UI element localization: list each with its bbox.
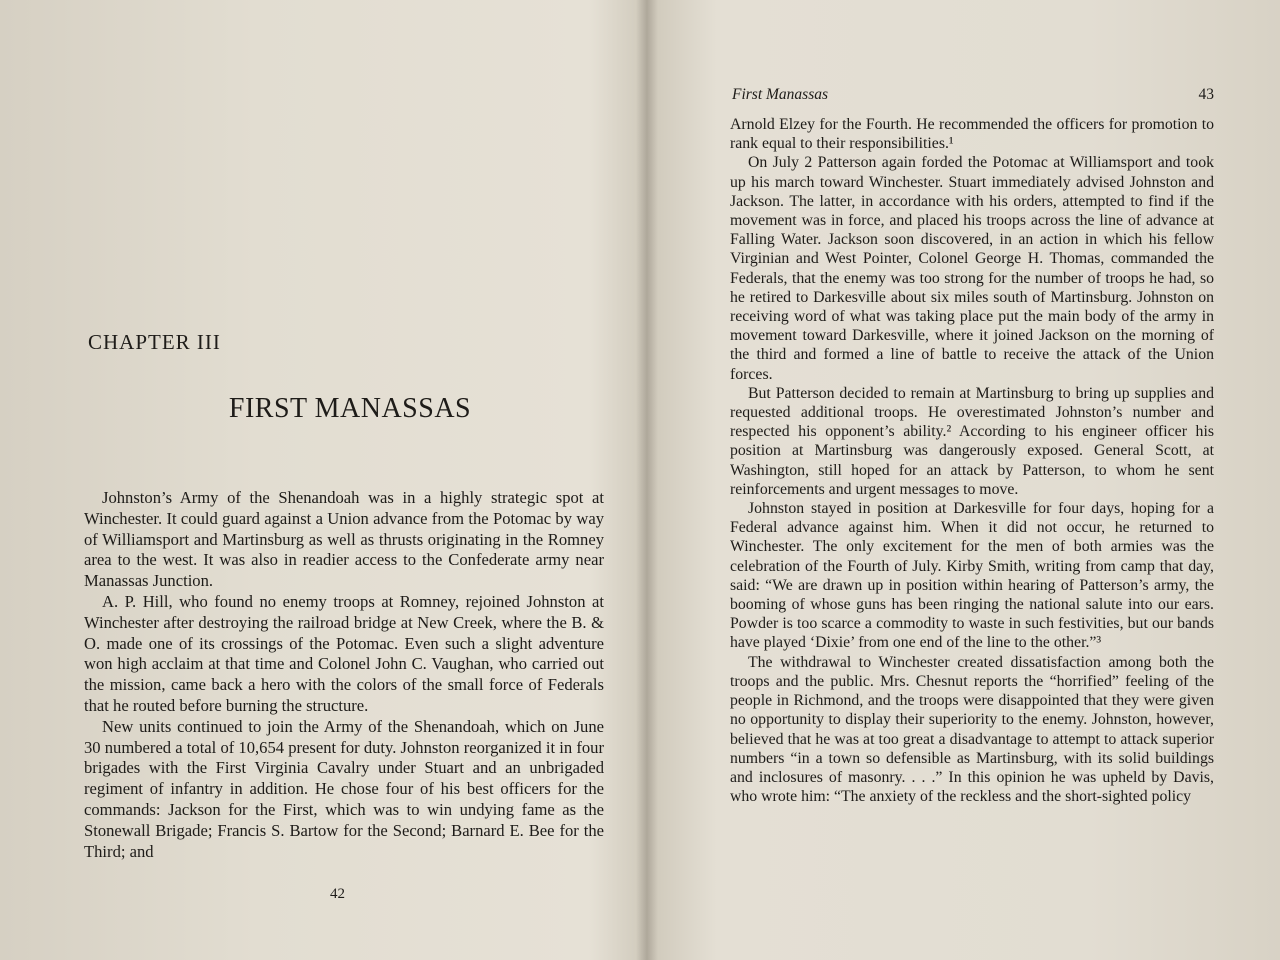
page-number: 42 — [330, 886, 345, 902]
right-page — [652, 0, 1280, 960]
paragraph: Johnston’s Army of the Shenandoah was in a highly strategic spot at Winchester. It could guard against a Union advance from the Potomac by way of Williamsport and Martinsburg as well as thrusts originating in the Romney area to the west. It was also in readier access to the Confederate army near Manassas Junction. — [84, 488, 604, 591]
chapter-title: FIRST MANASSAS — [228, 393, 472, 424]
right-page-body — [730, 115, 1214, 806]
paragraph: On July 2 Patterson again forded the Potomac at Williamsport and took up his march toward Winchester. Stuart immediately advised Johnston and Jackson. The latter, in accordance with his orders, attempted to find if the movement was in force, and placed his troops across the line of advance at Falling Water. Jackson soon discovered, in an action in which his fellow Virginian and West Pointer, Colonel George H. Thomas, commanded the Federals, that the enemy was too strong for the number of troops he had, so he retired to Darkesville about six miles south of Martinsburg. Johnston on receiving word of what was taking place put the main body of the army in movement toward Darkesville, where it joined Jackson on the morning of the third and formed a line of battle to receive the attack of the Union forces. — [730, 154, 1214, 383]
paragraph: A. P. Hill, who found no enemy troops at Romney, rejoined Johnston at Winchester after destroying the railroad bridge at New Creek, where the B. & O. made one of its crossings of the Potomac. Even such a slight adventure won high acclaim at that time and Colonel John C. Vaughan, who carried out the mission, came back a hero with the colors of the small force of Federals that he routed before burning the structure. — [84, 591, 604, 715]
running-head — [732, 86, 1214, 104]
paragraph: New units continued to join the Army of the Shenandoah, which on June 30 numbered a total of 10,654 present for duty. Johnston reorganized it in four brigades with the First Virginia Cavalry under Stuart and an unbrigaded regiment of infantry in addition. He chose four of his best officers for the commands: Jackson for the First, which was to win undying fame as the Stonewall Brigade; Francis S. Bartow for the Second; Barnard E. Bee for the Third; and — [84, 716, 604, 861]
paragraph: Arnold Elzey for the Fourth. He recommended the officers for promotion to rank equal to their responsibilities.¹ — [730, 116, 1214, 153]
paragraph: The withdrawal to Winchester created dissatisfaction among both the troops and the public. Mrs. Chesnut reports the “horrified” feeling of the people in Richmond, and the troops were disappointed that they were given no opportunity to display their superiority to the enemy. Johnston, however, believed that he was at too great a disadvantage to attempt to attack superior numbers “in a town so defensible as Martinsburg, with its solid buildings and inclosures of masonry. . . .” In this opinion he was upheld by Davis, who wrote him: “The anxiety of the reckless and the short-sighted policy — [730, 653, 1214, 806]
left-page-body — [84, 488, 604, 862]
paragraph: But Patterson decided to remain at Martinsburg to bring up supplies and requested additional troops. He overestimated Johnston’s number and respected his opponent’s ability.² According to his engineer officer his position at Martinsburg was dangerously exposed. General Scott, at Washington, still hoped for an attack by Patterson, to whom he sent reinforcements and urgent messages to move. — [730, 384, 1214, 498]
running-head-title: First Manassas — [732, 86, 829, 103]
chapter-label: CHAPTER III — [88, 330, 221, 354]
paragraph: Johnston stayed in position at Darkesville for four days, hoping for a Federal advance against him. When it did not occur, he returned to Winchester. The only excitement for the men of both armies was the celebration of the Fourth of July. Kirby Smith, writing from camp that day, said: “We are drawn up in position within hearing of Patterson’s army, the booming of whose guns has been ringing the national salute into our ears. Powder is too scarce a commodity to waste in such festivities, but our bands have played ‘Dixie’ from one end of the line to the other.”³ — [730, 500, 1214, 652]
page-number: 43 — [1198, 86, 1214, 103]
